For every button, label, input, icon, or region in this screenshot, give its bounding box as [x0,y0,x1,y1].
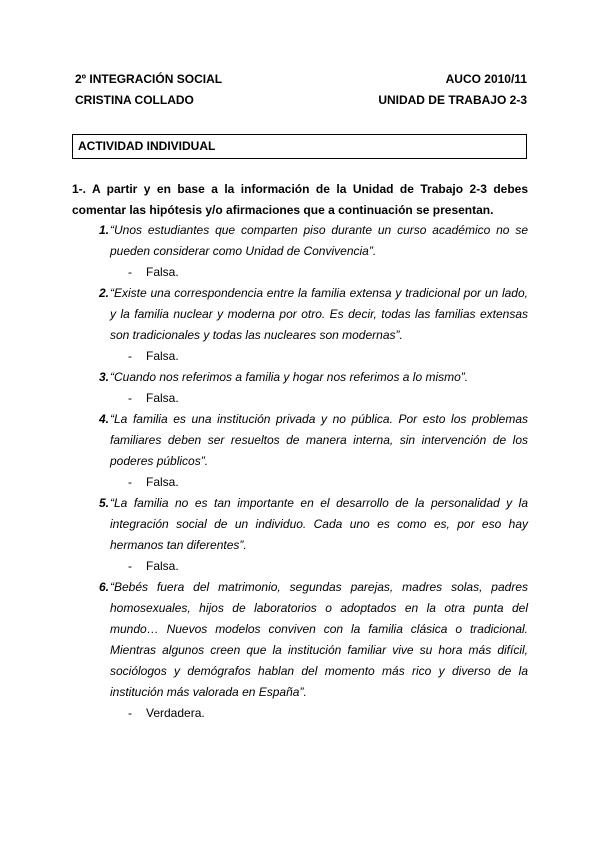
document-header [75,69,527,111]
item-statement: “Bebés fuera del matrimonio, segundas parejas, madres solas, padres homosexuales, hijos de laboratorios o adoptados en la otra punta del mundo… Nuevos modelos conviven con la familia clásica o tradicional. Mientras algunos creen que la institución familiar vive su hora más difícil, sociólogos y demógrafos hablan del momento más rico y diverso de la institución más valorada en España”. [110,580,528,699]
answer-dash: - [128,475,132,489]
item-number: 2. [98,286,109,300]
question-text: 1-. A partir y en base a la información de la Unidad de Trabajo 2-3 debes comentar las hipótesis y/o afirmaciones que a continuación se presentan. [72,182,528,217]
answer-dash: - [128,349,132,363]
answer-dash: - [128,706,132,720]
item-statement: “Existe una correspondencia entre la familia extensa y tradicional por un lado, y la familia nuclear y moderna por otro. Es decir, todas las familias extensas son tradicionales y todas las nucleares son modernas”. [110,286,528,342]
unit-name: UNIDAD DE TRABAJO 2-3 [378,93,527,107]
item-answer: Falsa. [146,475,179,489]
list-item [72,493,528,577]
item-answer: Falsa. [146,349,179,363]
item-statement: “La familia es una institución privada y no pública. Por esto los problemas familiares deben ser resueltos de manera interna, sin intervención de los poderes públicos”. [110,412,528,468]
list-item [72,283,528,367]
list-item [72,367,528,409]
statement-list [72,220,528,724]
author-name: CRISTINA COLLADO [75,93,194,107]
item-statement: “La familia no es tan importante en el desarrollo de la personalidad y la integración social de un individuo. Cada uno es como es, por eso hay hermanos tan diferentes”. [110,496,528,552]
item-number: 6. [98,580,109,594]
item-answer: Verdadera. [146,706,205,720]
answer-dash: - [128,559,132,573]
item-statement: “Cuando nos referimos a familia y hogar nos referimos a lo mismo”. [110,370,469,384]
item-number: 5. [98,496,109,510]
course-year: AUCO 2010/11 [445,72,527,86]
answer-dash: - [128,265,132,279]
item-statement: “Unos estudiantes que comparten piso durante un curso académico no se pueden considerar como Unidad de Convivencia”. [110,223,528,258]
item-number: 1. [98,223,109,237]
activity-title: ACTIVIDAD INDIVIDUAL [78,139,216,153]
activity-title-box [72,134,527,159]
item-answer: Falsa. [146,391,179,405]
header-row-2 [75,90,527,111]
list-item [72,220,528,283]
list-item [72,577,528,724]
header-row-1 [75,69,527,90]
course-name: 2º INTEGRACIÓN SOCIAL [75,72,223,86]
item-number: 3. [98,370,109,384]
item-answer: Falsa. [146,559,179,573]
item-answer: Falsa. [146,265,179,279]
item-number: 4. [98,412,109,426]
answer-dash: - [128,391,132,405]
list-item [72,409,528,493]
